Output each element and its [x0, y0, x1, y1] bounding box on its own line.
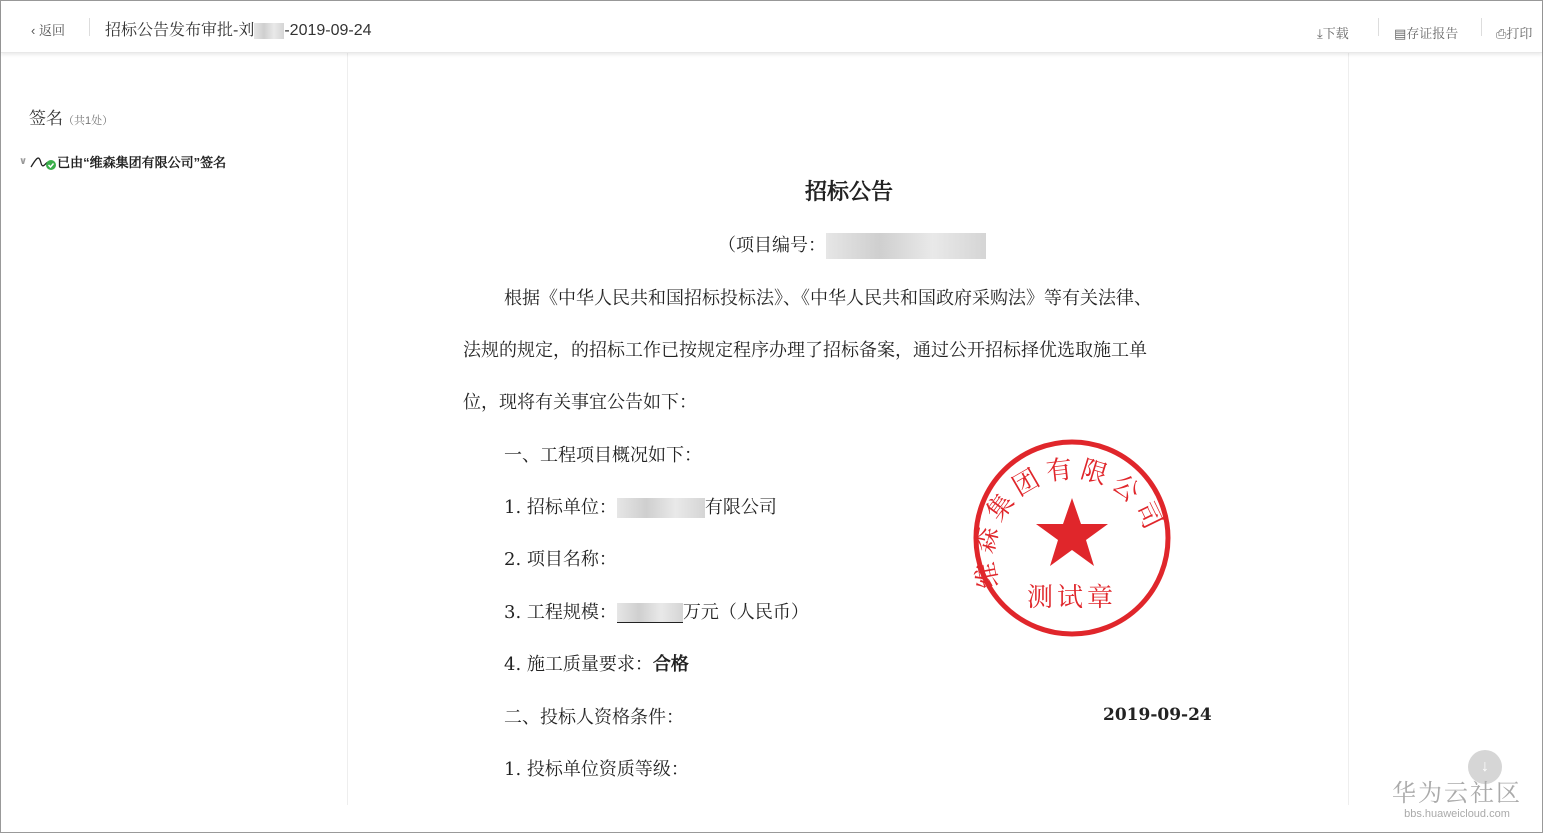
- printer-icon: ⎙: [1496, 26, 1507, 41]
- watermark-brand: 华为云社区: [1392, 780, 1522, 807]
- seal-center-text: 测试章: [1026, 583, 1118, 613]
- print-label: 打印: [1506, 26, 1533, 41]
- chevron-left-icon: ‹: [31, 23, 39, 38]
- signature-count: （共1处）: [63, 115, 114, 127]
- section-heading: 二、投标人资格条件：: [504, 707, 684, 728]
- report-button[interactable]: [1394, 23, 1458, 42]
- item-value: 合格: [652, 654, 689, 675]
- item-project-name: 2. 项目名称：: [504, 549, 617, 570]
- signature-label: 已由“维森集团有限公司”签名: [57, 155, 227, 170]
- page-title: [105, 17, 372, 40]
- download-icon: ⤓: [1317, 26, 1323, 41]
- seal-ring-text: 维森集团有限公司: [970, 453, 1170, 591]
- paragraph: 位，现将有关事宜公告如下：: [463, 392, 697, 413]
- star-icon: [1036, 498, 1108, 566]
- document-icon: ▤: [1394, 26, 1407, 41]
- watermark-url: bbs.huaweicloud.com: [1404, 808, 1510, 820]
- document-page: [347, 53, 1349, 805]
- item-scale: [504, 598, 809, 624]
- section-heading: 一、工程项目概况如下：: [504, 445, 702, 466]
- project-number: [718, 231, 986, 259]
- item-value: 有限公司: [704, 497, 777, 518]
- divider: [1378, 18, 1379, 36]
- item-label: 3. 工程规模：: [504, 602, 617, 623]
- redacted: [254, 23, 284, 39]
- watermark: [1392, 773, 1522, 820]
- paragraph: 根据《中华人民共和国招标投标法》、《中华人民共和国政府采购法》等有关法律、: [504, 288, 1152, 309]
- divider: [1481, 18, 1482, 36]
- print-button[interactable]: [1496, 23, 1532, 42]
- item-qualification: 1. 投标单位资质等级：: [504, 759, 689, 780]
- signature-check-icon: [29, 153, 57, 171]
- paragraph: 法规的规定，的招标工作已按规定程序办理了招标备案，通过公开招标择优选取施工单: [463, 340, 1147, 361]
- divider: [89, 18, 90, 36]
- report-label: 存证报告: [1406, 26, 1459, 41]
- signature-item[interactable]: [19, 152, 226, 171]
- back-button[interactable]: [31, 20, 65, 39]
- item-bidder: [504, 493, 777, 519]
- signature-heading: [29, 104, 113, 129]
- item-label: 1. 招标单位：: [504, 497, 617, 518]
- item-label: 4. 施工质量要求：: [504, 654, 653, 675]
- redacted: [617, 498, 705, 518]
- item-value: 万元（人民币）: [682, 602, 809, 623]
- redacted: [826, 233, 986, 259]
- arrow-down-icon: ↓: [1481, 758, 1489, 775]
- redacted: [617, 603, 683, 623]
- item-quality: [504, 650, 689, 676]
- title-suffix: -2019-09-24: [284, 22, 372, 39]
- top-bar: [1, 1, 1542, 53]
- title-prefix: 招标公告发布审批-刘: [105, 22, 255, 39]
- download-label: 下载: [1322, 26, 1349, 41]
- signature-date: 2019-09-24: [1103, 705, 1212, 725]
- chevron-down-icon: ∨: [19, 156, 28, 167]
- back-label: 返回: [38, 23, 65, 38]
- document-title: 招标公告: [804, 179, 893, 205]
- download-button[interactable]: [1317, 23, 1349, 42]
- project-number-label: （项目编号：: [718, 235, 826, 256]
- signature-title: 签名: [29, 109, 63, 128]
- company-seal: [970, 436, 1174, 640]
